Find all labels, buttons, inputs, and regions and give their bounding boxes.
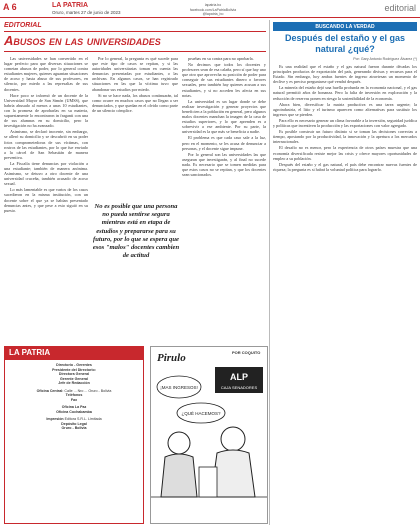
page-header bbox=[0, 0, 420, 18]
social-links bbox=[178, 3, 248, 17]
paragraph: Por lo general son las universidades las que aseguran que investigarán, y al final no sucede nada. Es necesario que se tomen medidas para que estos casos no se repitan, y que los docentes sean sancionados. bbox=[182, 151, 266, 178]
editorial-column-1 bbox=[4, 56, 88, 214]
section-name: editorial bbox=[384, 3, 416, 13]
masthead-body: Directorio - Gerentes Presidente del Directorio: Directora General Gerente General Jefe de Redacción Oficina Central: Calle ... Nro ... Oruro - Bolivia Teléfonos Fax Oficina La Paz Oficina Cochabamba Impresión Editora S.R.L. Limitada Depósito Legal Oruro - Bolivia bbox=[36, 363, 112, 430]
paragraph: Las universidades se han convertido en el lugar perfecto para que diversas situaciones se cometan abusos de poder, por lo general contra estudiantes mujeres, quienes aguantan situaciones de acoso y hasta abuso de sus profesores, en silencio, por miedo a las represalias de sus docentes. bbox=[4, 56, 88, 92]
editorial-column-2 bbox=[92, 56, 178, 198]
paragraph: Asimismo, se declaró inocente, sin embargo, se alleró su domicilio y se descubrió en su poder fotos comprometedoras de sus víctimas, con rostros de las estudiantes, por lo que fue enviado a la cárcel de San Sebastián de manera preventiva. bbox=[4, 129, 88, 160]
cartoon-sign: ALP bbox=[230, 372, 248, 382]
paragraph: Por lo general, la pregunta es qué sucede para que este tipo de casos se repitan, y si las autoridades universitarias toman en cuenta las denuncias presentadas por estudiantes, o las archivan. En algunos casos, se han registrado situaciones en las que la víctima tuvo que abandonar sus estudios por miedo. bbox=[92, 56, 178, 92]
editorial-rule-top bbox=[4, 31, 266, 32]
paragraph: Es posible construir un futuro distinto si se toman las decisiones correctas a tiempo, apostando por la productividad, la innovación y la apertura a los mercados internacionales. bbox=[273, 129, 417, 145]
masthead-title: LA PATRIA bbox=[4, 346, 144, 360]
cartoon-bubble-1: ¡MAS INGRESOS! bbox=[160, 385, 198, 390]
paragraph: La minería del estaño dejó una huella profunda en la economía nacional, y el gas natural permitió años de bonanza. Pero la falta de inversión en exploración y la reducción de reservas ponen en riesgo la sostenibilidad de la economía. bbox=[273, 85, 417, 101]
cartoon-drawing bbox=[151, 347, 268, 524]
column-body bbox=[273, 64, 417, 524]
paragraph: El problema es que cada caso sale a la luz, pero en el momento, se les acusa de denunciar a personas, y el docente sigue impune. bbox=[182, 135, 266, 151]
pull-quote: No es posible que una persona no pueda sentirse segura mientras está en etapa de estudios y prepararse para su futuro, por lo que se espera que esos "malos" docentes cambien de actitud bbox=[92, 203, 180, 260]
paragraph: Ahora bien, diversificar la matriz productiva es una tarea urgente; la agroindustria, el litio y el turismo aparecen como alternativas para sustituir los ingresos que se pierden. bbox=[273, 101, 417, 117]
paragraph: No decimos que todos los docentes y profesores sean de esa calaña, pero sí que hay uno que otro que aprovecha su posición de poder para conseguir de sus estudiantes dinero o favores sexuales, pero también hay quienes acusan a sus estudiantes, y si no acceden les afecta en sus notas. bbox=[182, 62, 266, 98]
paragraph: pruebas en su contra para no aprobarla. bbox=[188, 56, 254, 61]
cartoon-bubble-2: ¿QUÉ HACEMOS? bbox=[181, 411, 221, 416]
paragraph: Hace poco se informó de un docente de la Universidad Mayor de San Simón (UMSS), que habría abusado al menos a unas 10 estudiantes, con la promesa de aprobarlas en su materia, supuestamente lo encontraron in fraganti con una de sus alumnas en su domicilio, pero la investigación no ha avanzado. bbox=[4, 92, 88, 129]
cartoon-byline: POR COQUITO bbox=[232, 350, 261, 355]
editorial-label: EDITORIAL bbox=[4, 22, 42, 29]
editorial-column-3 bbox=[182, 56, 266, 178]
paragraph: La Fiscalía tiene denuncias por violación a una estudiante; también de manera anónima. Asimismo, se detuvo a otro docente de una universidad cruceña, también acusado de acoso sexual. bbox=[4, 160, 88, 187]
cartoon-sign-sub: CAJA SENADORES bbox=[220, 385, 258, 390]
editorial-cartoon bbox=[150, 346, 268, 524]
editorial-title: Abusos en las universidades bbox=[4, 33, 161, 48]
paragraph: La universidad es un lugar donde se debe realizar investigación y generar proyectos que beneficien a la población en general, pero algunos malos docentes manchan la imagen de la casa de estudios superiores, y lo que aprenden es a sobrevivir a ese ambiente. Por su parte, la universidad es la que más se beneficia a nadie. bbox=[182, 98, 266, 135]
column-kicker: BUSCANDO LA VERDAD bbox=[273, 22, 417, 31]
column-divider bbox=[269, 20, 270, 525]
column-title: Después del estaño y el gas natural ¿qué? bbox=[284, 33, 406, 54]
paragraph: Después del estaño y el gas natural, el país debe encontrar nuevas fuentes de riqueza; la pregunta es si habrá la voluntad política para lograrlo. bbox=[273, 161, 417, 172]
social-link-website[interactable]: lapatria.bo bbox=[204, 3, 222, 7]
editorial-rule-bottom bbox=[4, 51, 266, 52]
dateline: Oruro, martes 27 de junio de 2023 bbox=[52, 10, 121, 15]
social-link-facebook[interactable]: facebook.com/LaPatriaBolivia bbox=[189, 7, 237, 12]
paragraph: Es una realidad que el estaño y el gas natural fueron durante décadas los principales productos de exportación del país, generando divisas y recursos para el Estado. Sin embargo, hoy ambas fuentes de ingreso atraviesan un momento de declive y es preciso preguntarse qué vendrá después. bbox=[273, 64, 417, 85]
social-link-twitter[interactable]: @lapatria_bo bbox=[202, 12, 224, 16]
svg-text:Pirulo: Pirulo bbox=[157, 352, 186, 364]
paragraph: Lo más lamentable es que varios de los casos sucedieron en la misma institución, con un docente sobre el que ya se habían presentado denuncias antes, y que pese a esto siguió en su puesto. bbox=[4, 187, 88, 213]
paragraph: Si no se hace nada, los abusos continuarán, tal como ocurre en muchos casos que no llegan a ser denunciados, y que quedan en el olvido como parte de un silencio cómplice. bbox=[92, 92, 178, 113]
page-number: A 6 bbox=[3, 2, 17, 12]
paragraph: Para ello es necesario generar un clima favorable a la inversión, seguridad jurídica y políticas que incentiven la producción y las exportaciones con valor agregado. bbox=[273, 117, 417, 129]
column-byline: Por: Gary Antonio Rodríguez Álvarez (*) bbox=[353, 57, 417, 61]
paragraph: El desafío no es menor, pero la experiencia de otros países muestra que una economía diversificada resiste mejor las crisis y ofrece mayores oportunidades de empleo a su población. bbox=[273, 145, 417, 161]
newspaper-logo: LA PATRIA bbox=[52, 2, 89, 9]
